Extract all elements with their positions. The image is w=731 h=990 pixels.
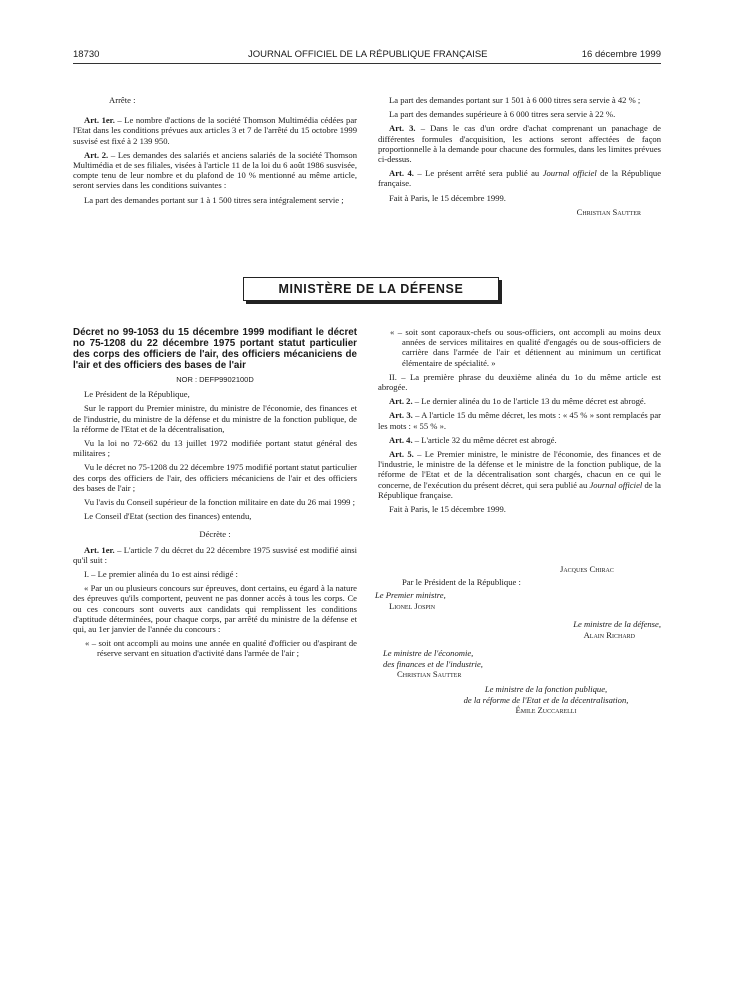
pm-name: Lionel Jospin: [389, 600, 436, 611]
prev-para-1500: La part des demandes portant sur 1 à 1 500 titres sera intégralement servie ;: [84, 194, 344, 205]
prev-article-2: Art. 2. – Les demandes des salariés et anciens salariés de la société Thomson Multimédia et de ses filiales, visées à l'article 11 de la loi du 6 août 1986 susvisée, compte tenu de leur nombre et du plafond de 10 % mentionné au même article, seront servies dans les conditions suivantes :: [73, 149, 357, 191]
economy-signature-block: [383, 648, 483, 680]
vu-decret: Vu le décret no 75-1208 du 22 décembre 1975 modifié portant statut particulier des corps des officiers de l'air, des officiers mécaniciens de l'air et des officiers des bases de l'air ;: [73, 462, 357, 493]
prev-article-1: Art. 1er. – Le nombre d'actions de la société Thomson Multimédia cédées par l'Etat dans les conditions prévues aux articles 3 et 7 de l'arrêté du 15 octobre 1999 susvisé est fixé à 2 139 950.: [73, 115, 357, 146]
prev-signatory: Christian Sautter: [576, 206, 641, 217]
ministry-heading: MINISTÈRE DE LA DÉFENSE: [243, 277, 499, 301]
economy-name: Christian Sautter: [397, 669, 462, 680]
defense-title: Le ministre de la défense,: [573, 619, 661, 629]
conseil-line: Le Conseil d'Etat (section des finances) entendu,: [84, 511, 252, 522]
civil-service-title-1: Le ministre de la fonction publique,: [484, 684, 608, 694]
civil-service-title-2: de la réforme de l'Etat et de la décentralisation,: [463, 694, 629, 705]
prev-act-left-column: [73, 95, 357, 209]
decree-fait: Fait à Paris, le 15 décembre 1999.: [389, 504, 506, 515]
prev-para-6000: La part des demandes portant sur 1 501 à 6 000 titres sera servie à 42 % ;: [389, 95, 641, 105]
president-signature: Jacques Chirac: [560, 564, 614, 574]
vu-loi: Vu la loi no 72-662 du 13 juillet 1972 modifiée portant statut général des militaires ;: [73, 438, 357, 459]
prev-article-3: Art. 3. – Dans le cas d'un ordre d'achat comprenant un panachage de différentes formules d'acquisition, les actions seront affectées de façon proportionnelle à la demande pour chacune des formules, dans les limites prévues ci-dessus.: [378, 123, 661, 165]
page-number: 18730: [73, 49, 100, 60]
journal-title: JOURNAL OFFICIEL DE LA RÉPUBLIQUE FRANÇAISE: [248, 49, 488, 60]
nor-reference: NOR : DEFP9902100D: [176, 375, 254, 384]
economy-title-2: des finances et de l'industrie,: [383, 658, 483, 669]
civil-service-name: Émile Zuccarelli: [515, 705, 577, 716]
prev-para-above: La part des demandes supérieure à 6 000 titres sera servie à 22 %.: [389, 109, 616, 120]
rapport-para: Sur le rapport du Premier ministre, du ministre de l'économie, des finances et de l'industrie, du ministre de la défense et du ministre de la fonction publique, de la réforme de l'Etat et de la décentralisation,: [73, 403, 357, 434]
prev-article-4: Art. 4. – Le présent arrêté sera publié au Journal officiel de la République française.: [378, 168, 662, 189]
par-le-president: Par le Président de la République :: [402, 577, 521, 587]
quote-para: « Par un ou plusieurs concours sur épreuves, dont certains, eu égard à la nature des épreuves qu'ils comportent, peuvent ne pas donner accès à tous les corps. Ce ou ces concours sont ouverts aux candidats qui remplissent les conditions d'aptitude déterminées, pour chaque corps, par arrêté du ministre de la défense et qui, au 1er janvier de l'année du concours :: [73, 583, 357, 635]
decree-article-3: Art. 3. – A l'article 15 du même décret, les mots : « 45 % » sont remplacés par les mots : « 55 % ».: [378, 410, 662, 431]
pm-title: Le Premier ministre,: [375, 590, 446, 600]
president-line: Le Président de la République,: [84, 389, 190, 400]
item-II: II. – La première phrase du deuxième alinéa du 1o du même article est abrogée.: [378, 371, 661, 393]
pm-signature-block: [375, 590, 446, 611]
decrete-label: Décrète :: [199, 529, 231, 540]
page-header: [73, 49, 661, 63]
decree-title: Décret no 99-1053 du 15 décembre 1999 modifiant le décret no 75-1208 du 22 décembre 1975 portant statut particulier des corps des officiers de l'air, des officiers mécaniciens de l'air et des officiers des bases de l'air: [73, 327, 357, 371]
decree-article-4: Art. 4. – L'article 32 du même décret est abrogé.: [389, 434, 557, 445]
decree-right-column: [378, 327, 661, 518]
economy-title-1: Le ministre de l'économie,: [383, 648, 474, 658]
header-rule: [73, 63, 661, 64]
header-date: 16 décembre 1999: [581, 49, 661, 60]
decree-article-1: Art. 1er. – L'article 7 du décret du 22 décembre 1975 susvisé est modifié ainsi qu'il suit :: [73, 544, 357, 565]
defense-signature-block: [541, 619, 661, 640]
defense-name: Alain Richard: [583, 629, 635, 640]
vu-avis: Vu l'avis du Conseil supérieur de la fonction militaire en date du 26 mai 1999 ;: [84, 497, 355, 508]
item-I: I. – Le premier alinéa du 1o est ainsi rédigé :: [84, 569, 238, 580]
decree-article-5: Art. 5. – Le Premier ministre, le ministre de l'économie, des finances et de l'industrie, le ministre de la défense et le ministre de la fonction publique, de la réforme de l'Etat et de la décentralisation sont chargés, chacun en ce qui le concerne, de l'exécution du présent décret, qui sera publié au Journal officiel de la République française.: [378, 449, 661, 500]
dash-item-2: « – soit sont caporaux-chefs ou sous-officiers, ont accompli au moins deux années de services militaires en qualité d'engagés ou de sous-officiers de carrière dans l'armée de l'air et détiennent au minimum un certificat élémentaire de spécialité. »: [390, 327, 661, 368]
arrete-label: Arrête :: [109, 95, 136, 105]
civil-service-signature-block: [431, 684, 661, 716]
prev-fait: Fait à Paris, le 15 décembre 1999.: [389, 192, 506, 203]
decree-left-column: [73, 327, 357, 663]
dash-item-1: « – soit ont accompli au moins une année en qualité d'officier ou d'aspirant de réserve servant en situation d'activité dans l'armée de l'air ;: [85, 638, 357, 659]
decree-article-2: Art. 2. – Le dernier alinéa du 1o de l'article 13 du même décret est abrogé.: [389, 396, 646, 407]
prev-act-right-column: [378, 95, 661, 221]
